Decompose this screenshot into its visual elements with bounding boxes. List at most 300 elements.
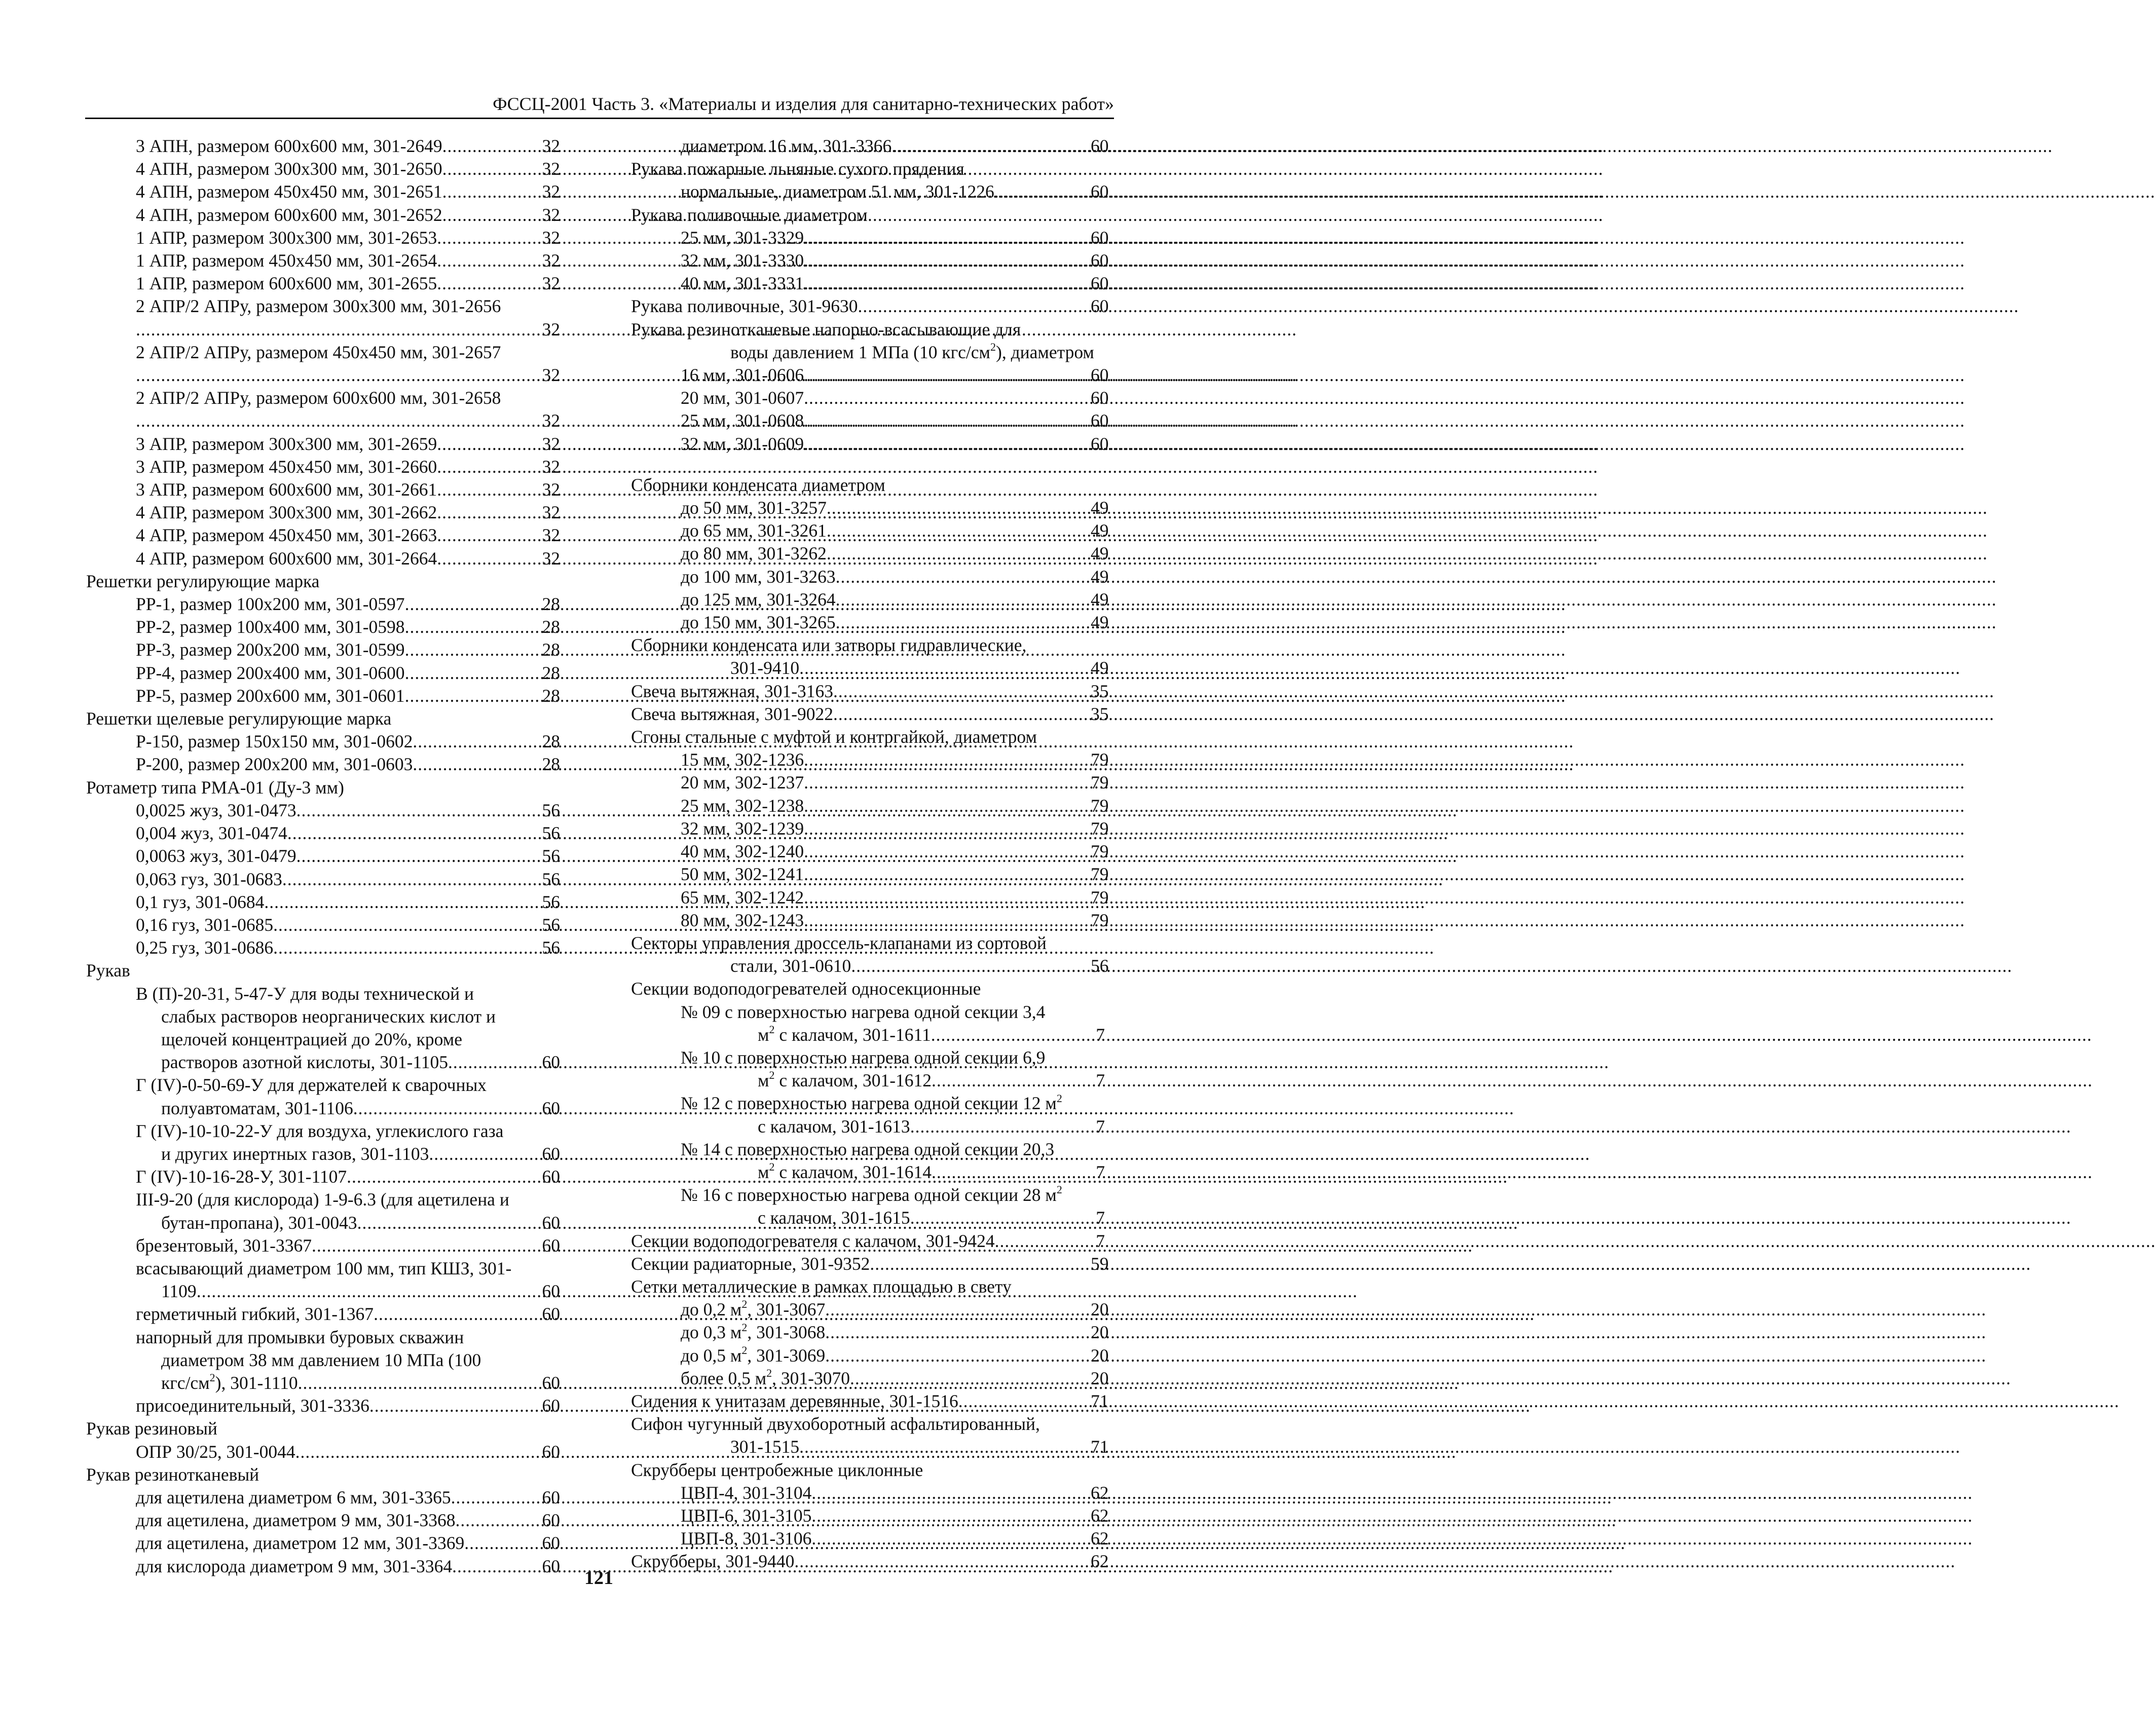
entry-label: 301-1515 xyxy=(730,1437,800,1457)
page-reference: 60 xyxy=(1091,181,1109,202)
index-entry xyxy=(631,703,1109,726)
page-reference: 32 xyxy=(542,204,560,225)
index-entry-text xyxy=(161,1143,429,1165)
index-entry-text xyxy=(681,1093,1062,1113)
entry-label: до 0,5 м xyxy=(681,1345,742,1366)
index-entry xyxy=(631,1138,1105,1161)
index-entry-text xyxy=(631,1414,1040,1434)
entry-label: Скрубберы, 301-9440 xyxy=(631,1551,795,1572)
index-entry xyxy=(86,1280,560,1303)
entry-label: РР-1, размер 100х200 мм, 301-0597 xyxy=(136,594,405,615)
index-entry-text xyxy=(136,158,442,180)
dot-leader xyxy=(932,1069,1091,1092)
index-entry-text xyxy=(631,205,868,225)
page-reference: 49 xyxy=(1091,612,1109,633)
index-entry xyxy=(86,776,560,799)
entry-label: более 0,5 м xyxy=(681,1368,767,1388)
entry-label: 4 АПР, размером 600х600 мм, 301-2664 xyxy=(136,548,437,569)
dot-leader xyxy=(804,795,1091,817)
page-reference: 32 xyxy=(542,273,560,294)
index-entry xyxy=(86,1303,560,1326)
entry-label-tail: ), диаметром xyxy=(996,342,1094,362)
index-entry xyxy=(631,1230,1105,1253)
dot-leader xyxy=(836,565,1091,588)
entry-label: воды давлением 1 МПа (10 кгс/см xyxy=(730,342,991,362)
page-reference: 56 xyxy=(542,914,560,935)
index-entry xyxy=(86,1441,560,1463)
superscript: 2 xyxy=(1056,1091,1062,1105)
entry-label: и других инертных газов, 301-1103 xyxy=(161,1143,429,1164)
page-number: 121 xyxy=(584,1567,613,1589)
dot-leader xyxy=(891,135,1091,158)
page-reference: 32 xyxy=(542,181,560,202)
index-entry-text xyxy=(136,478,437,501)
dot-leader xyxy=(804,409,1091,432)
entry-label: 65 мм, 302-1242 xyxy=(681,887,804,908)
index-entry-text xyxy=(161,1029,462,1049)
entry-label: 40 мм, 301-3331 xyxy=(681,273,804,294)
entry-label: Рукав xyxy=(86,960,130,981)
index-entry-text xyxy=(136,1075,487,1095)
superscript: 2 xyxy=(209,1371,215,1384)
entry-label: № 12 с поверхностью нагрева одной секции 12 м xyxy=(681,1093,1057,1114)
index-entry-text xyxy=(136,180,442,203)
page-reference: 35 xyxy=(1091,703,1109,724)
page-reference: 28 xyxy=(542,754,560,775)
entry-label: № 16 с поверхностью нагрева одной секции 28 м xyxy=(681,1185,1057,1205)
index-entry xyxy=(631,588,1109,611)
entry-label: 2 АПР/2 АПРу, размером 300х300 мм, 301-2656 xyxy=(136,296,501,317)
index-entry-text xyxy=(161,1006,496,1027)
index-entry-text xyxy=(136,822,287,845)
dot-leader xyxy=(833,680,1091,703)
page-reference: 60 xyxy=(542,1052,560,1073)
dot-leader xyxy=(804,227,1091,249)
index-entry xyxy=(631,295,1109,318)
entry-label-tail: с калачом, 301-1614 xyxy=(774,1161,932,1182)
index-entry xyxy=(631,611,1109,634)
index-entry-text xyxy=(136,868,282,891)
entry-label: Рукава поливочные диаметром xyxy=(631,204,868,225)
index-entry-text xyxy=(136,753,413,776)
page-reference: 32 xyxy=(542,456,560,477)
index-entry-text xyxy=(758,1161,932,1184)
page-reference: 28 xyxy=(542,639,560,660)
index-entry xyxy=(86,387,560,409)
index-entry xyxy=(631,318,1105,341)
index-entry xyxy=(631,863,1109,886)
dot-leader xyxy=(298,1372,536,1394)
entry-label: м xyxy=(758,1070,769,1091)
entry-label: Секторы управления дроссель-клапанами из сортовой xyxy=(631,932,1047,953)
entry-label: 0,16 гуз, 301-0685 xyxy=(136,914,274,935)
index-entry-text xyxy=(681,1367,850,1390)
dot-leader xyxy=(825,1321,1091,1344)
index-entry-text xyxy=(136,1509,456,1532)
page-reference: 62 xyxy=(1091,1482,1109,1503)
entry-label: Секции водоподогревателя с калачом, 301-9424 xyxy=(631,1230,995,1251)
index-entry-text xyxy=(730,955,851,977)
index-entry-text xyxy=(631,1253,870,1275)
page-reference: 32 xyxy=(542,365,560,386)
dot-leader xyxy=(136,318,536,341)
index-entry xyxy=(631,433,1109,456)
index-entry xyxy=(86,753,560,776)
index-entry-text xyxy=(136,1189,509,1210)
superscript: 2 xyxy=(769,1069,775,1082)
entry-label: РР-3, размер 200х200 мм, 301-0599 xyxy=(136,639,405,660)
dot-leader xyxy=(437,478,536,501)
dot-leader xyxy=(804,364,1091,387)
entry-label: для кислорода диаметром 9 мм, 301-3364 xyxy=(136,1556,453,1576)
entry-label: Секции радиаторные, 301-9352 xyxy=(631,1253,870,1274)
entry-label: Свеча вытяжная, 301-3163 xyxy=(631,681,834,701)
entry-label: бутан-пропана), 301-0043 xyxy=(161,1212,357,1233)
entry-label: полуавтоматам, 301-1106 xyxy=(161,1098,353,1118)
index-entry-text xyxy=(730,657,799,680)
dot-leader xyxy=(931,1024,1091,1046)
index-entry xyxy=(631,1206,1105,1229)
entry-label: № 10 с поверхностью нагрева одной секции 6,9 xyxy=(681,1047,1046,1068)
dot-leader xyxy=(437,501,536,524)
entry-label: для ацетилена, диаметром 12 мм, 301-3369 xyxy=(136,1533,465,1554)
entry-label: нормальные, диаметром 51 мм, 301-1226 xyxy=(681,181,994,202)
entry-label: 40 мм, 302-1240 xyxy=(681,841,804,862)
page-reference: 60 xyxy=(542,1487,560,1507)
dot-leader xyxy=(804,863,1091,886)
index-entry-text xyxy=(136,845,296,867)
page-reference: 71 xyxy=(1091,1390,1109,1411)
dot-leader xyxy=(197,1280,536,1303)
index-entry xyxy=(631,158,1105,180)
index-entry xyxy=(86,638,560,661)
index-entry xyxy=(631,886,1109,909)
page-reference: 32 xyxy=(542,227,560,248)
index-entry xyxy=(86,456,560,478)
index-entry xyxy=(631,542,1109,565)
index-entry-text xyxy=(136,616,405,638)
dot-leader xyxy=(413,753,536,776)
index-entry-text xyxy=(681,409,804,432)
index-entry xyxy=(86,433,560,456)
running-header xyxy=(85,90,1114,119)
index-entry xyxy=(631,1092,1105,1115)
page-reference: 20 xyxy=(1091,1299,1109,1320)
page-reference: 49 xyxy=(1091,520,1109,541)
index-entry-text xyxy=(136,456,437,478)
page-reference: 60 xyxy=(542,1372,560,1393)
entry-label: 50 мм, 302-1241 xyxy=(681,864,804,885)
index-entry-text xyxy=(681,364,804,387)
index-entry xyxy=(86,1486,560,1509)
index-entry xyxy=(86,409,560,432)
entry-label: до 125 мм, 301-3264 xyxy=(681,589,836,610)
page-reference: 7 xyxy=(1096,1070,1105,1091)
index-entry xyxy=(86,272,560,295)
index-entry xyxy=(86,547,560,570)
page-reference: 79 xyxy=(1091,910,1109,930)
index-entry-text xyxy=(136,1327,464,1347)
entry-label: с калачом, 301-1613 xyxy=(758,1116,910,1137)
entry-label: 0,1 гуз, 301-0684 xyxy=(136,891,265,912)
entry-label: 1109 xyxy=(161,1281,197,1302)
dot-leader xyxy=(437,524,536,547)
index-entry xyxy=(631,1343,1109,1367)
dot-leader xyxy=(811,1527,1091,1550)
index-entry xyxy=(86,1143,560,1165)
dot-leader xyxy=(374,1303,536,1326)
page-reference: 32 xyxy=(542,479,560,500)
index-entry-text xyxy=(136,204,442,227)
index-entry xyxy=(631,135,1109,158)
dot-leader xyxy=(442,158,536,180)
page-reference: 79 xyxy=(1091,841,1109,862)
dot-leader xyxy=(804,817,1091,840)
entry-label: диаметром 38 мм давлением 10 МПа (100 xyxy=(161,1349,481,1370)
page-reference: 60 xyxy=(542,1166,560,1187)
entry-label: 4 АПН, размером 450х450 мм, 301-2651 xyxy=(136,181,442,202)
index-entry-text xyxy=(136,272,437,295)
index-entry xyxy=(86,524,560,547)
index-entry-text xyxy=(681,542,827,565)
dot-leader xyxy=(910,1115,1091,1138)
index-entry-text xyxy=(681,771,804,794)
index-entry-text xyxy=(681,1527,811,1550)
index-entry xyxy=(86,1165,560,1188)
entry-label: 3 АПР, размером 300х300 мм, 301-2659 xyxy=(136,433,437,454)
dot-leader xyxy=(804,387,1091,409)
page-reference: 62 xyxy=(1091,1505,1109,1526)
index-entry xyxy=(631,657,1109,680)
index-entry-text xyxy=(681,588,836,611)
dot-leader xyxy=(273,914,536,936)
dot-leader xyxy=(448,1051,536,1074)
dot-leader xyxy=(851,955,1091,977)
index-entry xyxy=(86,501,560,524)
entry-label-tail: , 301-3069 xyxy=(747,1345,826,1366)
entry-label: до 80 мм, 301-3262 xyxy=(681,543,827,564)
entry-label: Решетки регулирующие марка xyxy=(86,571,320,591)
entry-label: Секции водоподогревателей односекционные xyxy=(631,978,981,999)
index-entry-text xyxy=(136,662,405,685)
index-entry-text xyxy=(681,135,891,158)
index-entry xyxy=(631,1046,1105,1069)
dot-leader xyxy=(437,227,536,249)
entry-label: диаметром 16 мм, 301-3366 xyxy=(681,136,892,156)
page-reference: 56 xyxy=(542,937,560,958)
dot-leader xyxy=(825,1344,1091,1367)
index-entry-text xyxy=(136,135,442,158)
page-reference: 49 xyxy=(1091,566,1109,587)
entry-label: 3 АПР, размером 450х450 мм, 301-2660 xyxy=(136,456,437,477)
index-entry-text xyxy=(161,1212,357,1234)
entry-label: Сборники конденсата диаметром xyxy=(631,474,885,495)
superscript: 2 xyxy=(766,1366,772,1379)
entry-label: м xyxy=(758,1024,769,1045)
index-entry xyxy=(631,795,1109,817)
entry-label: щелочей концентрацией до 20%, кроме xyxy=(161,1029,462,1049)
index-entry-text xyxy=(136,547,437,570)
index-entry xyxy=(631,977,1105,1000)
index-entry-text xyxy=(136,1303,374,1326)
page-reference: 35 xyxy=(1091,681,1109,701)
index-entry-text xyxy=(136,1258,511,1278)
entry-label: 4 АПН, размером 600х600 мм, 301-2652 xyxy=(136,204,442,225)
index-entry-text xyxy=(631,159,964,179)
page-reference: 56 xyxy=(542,891,560,912)
index-entry xyxy=(631,932,1105,955)
dot-leader xyxy=(804,771,1091,794)
index-entry xyxy=(86,1188,560,1211)
page-reference: 79 xyxy=(1091,749,1109,770)
index-entry-text xyxy=(136,524,437,547)
page-reference: 60 xyxy=(542,1441,560,1462)
page-reference: 79 xyxy=(1091,818,1109,839)
entry-label: 4 АПН, размером 300х300 мм, 301-2650 xyxy=(136,159,442,179)
entry-label: Г (IV)-10-16-28-У, 301-1107 xyxy=(136,1166,347,1187)
entry-label-tail: , 301-3068 xyxy=(747,1322,826,1343)
index-entry xyxy=(86,249,560,272)
index-entry xyxy=(86,662,560,685)
index-entry-text xyxy=(681,1185,1062,1205)
dot-leader xyxy=(836,611,1091,634)
entry-label: 0,004 жуз, 301-0474 xyxy=(136,823,287,844)
entry-label: 32 мм, 301-3330 xyxy=(681,250,804,271)
index-entry xyxy=(631,817,1109,840)
dot-leader xyxy=(405,685,536,707)
entry-label: 301-9410 xyxy=(730,658,800,678)
index-entry xyxy=(631,1298,1109,1321)
entry-label: Сгоны стальные с муфтой и контргайкой, диаметром xyxy=(631,727,1037,747)
index-entry xyxy=(631,1504,1109,1527)
index-entry-text xyxy=(136,342,501,362)
page-reference: 32 xyxy=(542,250,560,271)
page-reference: 32 xyxy=(542,410,560,431)
index-entry-text xyxy=(681,1321,825,1344)
index-entry xyxy=(631,1184,1105,1206)
entry-label: до 50 мм, 301-3257 xyxy=(681,498,827,518)
dot-leader xyxy=(995,1230,1091,1253)
entry-label: Р-200, размер 200х200 мм, 301-0603 xyxy=(136,754,413,775)
dot-leader xyxy=(799,1436,1091,1458)
entry-label: 2 АПР/2 АПРу, размером 600х600 мм, 301-2658 xyxy=(136,388,501,408)
index-entry-text xyxy=(136,1441,295,1463)
page-reference: 49 xyxy=(1091,589,1109,610)
index-entry xyxy=(631,1527,1109,1550)
index-entry xyxy=(631,840,1109,863)
index-entry xyxy=(631,272,1109,295)
index-entry-text xyxy=(681,433,804,456)
index-entry-text xyxy=(136,984,474,1004)
entry-label: до 0,2 м xyxy=(681,1299,742,1320)
index-entry xyxy=(86,295,560,318)
index-entry xyxy=(86,914,560,936)
index-entry-text xyxy=(681,886,804,909)
index-entry-text xyxy=(161,1350,481,1370)
page-reference: 28 xyxy=(542,685,560,706)
index-entry-text xyxy=(681,1482,811,1504)
entry-label: 0,25 гуз, 301-0686 xyxy=(136,937,274,958)
index-entry-text xyxy=(136,1394,369,1417)
entry-label: до 65 мм, 301-3261 xyxy=(681,520,827,541)
page-reference: 28 xyxy=(542,594,560,615)
index-entry-text xyxy=(681,1002,1045,1022)
index-column-right xyxy=(631,135,1109,1573)
entry-label-tail: с калачом, 301-1612 xyxy=(774,1070,932,1091)
entry-label: Сетки металлические в рамках площадью в свету xyxy=(631,1276,1012,1297)
index-entry xyxy=(86,845,560,867)
entry-label: Г (IV)-10-10-22-У для воздуха, углекислого газа xyxy=(136,1120,504,1141)
entry-label-tail: , 301-3067 xyxy=(747,1299,826,1320)
page-reference: 60 xyxy=(1091,227,1109,248)
entry-label: с калачом, 301-1615 xyxy=(758,1207,910,1228)
dot-leader xyxy=(958,1390,1091,1413)
entry-label: Рукава резинотканевые напорно-всасывающие для xyxy=(631,319,1021,339)
index-entry xyxy=(631,1320,1109,1344)
index-entry xyxy=(631,227,1109,249)
page-reference: 32 xyxy=(542,433,560,454)
dot-leader xyxy=(437,433,536,456)
dot-leader xyxy=(405,662,536,685)
entry-label: РР-5, размер 200х600 мм, 301-0601 xyxy=(136,685,405,706)
page-reference: 79 xyxy=(1091,772,1109,793)
entry-label: 32 мм, 301-0609 xyxy=(681,433,804,454)
page-reference: 32 xyxy=(542,159,560,179)
dot-leader xyxy=(451,1486,536,1509)
index-entry xyxy=(86,1051,560,1074)
index-entry xyxy=(86,822,560,845)
index-entry-text xyxy=(681,1344,825,1367)
entry-label: ЦВП-4, 301-3104 xyxy=(681,1482,812,1503)
entry-label-tail: ), 301-1110 xyxy=(215,1372,298,1393)
dot-leader xyxy=(413,730,536,753)
dot-leader xyxy=(804,909,1091,932)
page-reference: 60 xyxy=(542,1235,560,1256)
page-reference: 56 xyxy=(542,823,560,844)
index-entry-text xyxy=(758,1206,910,1229)
superscript: 2 xyxy=(1056,1183,1062,1196)
index-entry-text xyxy=(86,1418,217,1439)
page-reference: 60 xyxy=(1091,365,1109,386)
index-entry-text xyxy=(681,863,804,886)
index-entry xyxy=(86,135,560,158)
index-entry-text xyxy=(631,978,981,999)
index-entry-text xyxy=(681,1047,1045,1068)
index-entry-text xyxy=(681,748,804,771)
page-reference: 60 xyxy=(542,1212,560,1233)
dot-leader xyxy=(804,886,1091,909)
index-entry xyxy=(631,474,1105,497)
superscript: 2 xyxy=(990,341,996,353)
entry-label: присоединительный, 301-3336 xyxy=(136,1395,369,1416)
index-entry xyxy=(631,204,1105,227)
page-reference: 60 xyxy=(1091,250,1109,271)
index-entry-text xyxy=(631,1460,923,1480)
page-reference: 60 xyxy=(542,1098,560,1118)
dot-leader xyxy=(369,1394,536,1417)
entry-label: В (П)-20-31, 5-47-У для воды технической и xyxy=(136,983,474,1004)
entry-label: Рукава поливочные, 301-9630 xyxy=(631,296,858,317)
index-entry-text xyxy=(681,840,804,863)
entry-label: для ацетилена, диаметром 9 мм, 301-3368 xyxy=(136,1510,456,1531)
index-entry-text xyxy=(136,388,501,408)
index-entry xyxy=(86,799,560,822)
page-reference: 20 xyxy=(1091,1345,1109,1366)
index-entry-text xyxy=(758,1069,932,1092)
dot-leader xyxy=(858,295,1091,318)
dot-leader xyxy=(273,936,536,959)
index-entry xyxy=(86,1074,560,1097)
